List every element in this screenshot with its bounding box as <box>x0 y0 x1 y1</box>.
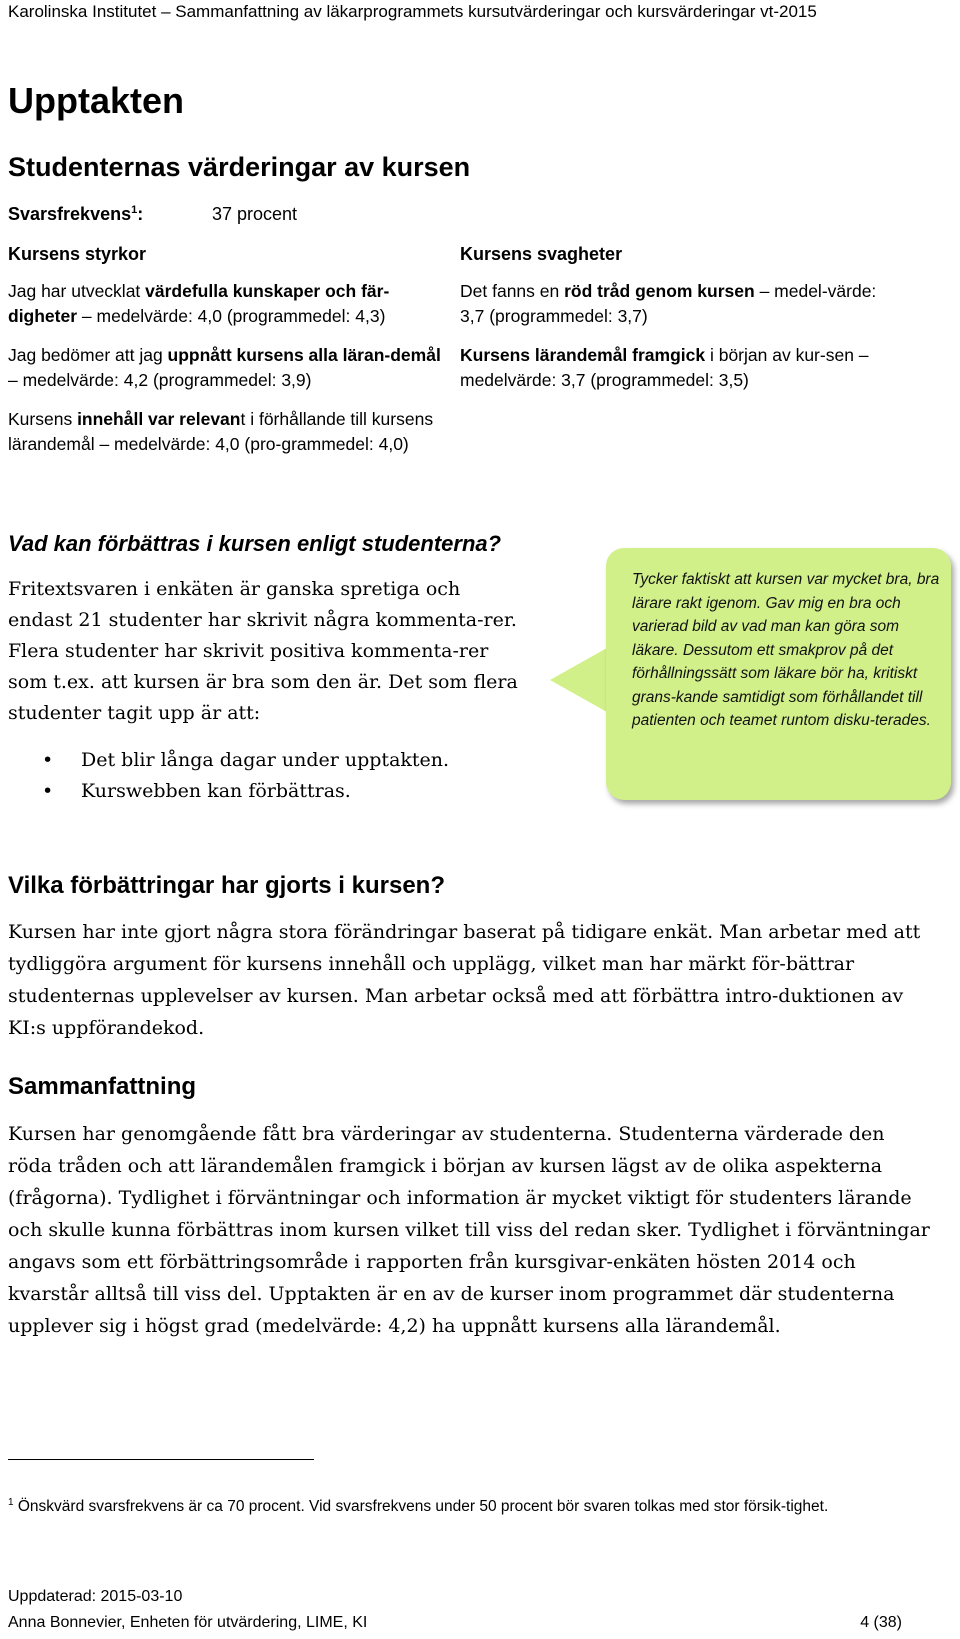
list-item-text: Kurswebben kan förbättras. <box>81 780 351 802</box>
list-item <box>8 776 520 807</box>
summary-heading: Sammanfattning <box>8 1073 197 1100</box>
strength-item <box>8 343 448 393</box>
response-rate-label-text: Svarsfrekvens <box>8 204 132 224</box>
summary-paragraph: Kursen har genomgående fått bra värderingar av studenterna. Studenterna värderade den röda tråden och att lärandemålen framgick i början av kursen lägst av de olika aspekterna (frågorna). Tydlighet i förväntningar och information är mycket viktigt för studenters lärande och skulle kunna förbättras inom kursen vilket till viss del redan sker. Tydlighet i förväntningar angavs som ett förbättringsområde i rapporten från kursgivar-enkäten hösten 2014 och kvarstår alltså till viss del. Upptakten är en av de kurser inom programmet där studenterna upplever sig i högst grad (medelvärde: 4,2) ha uppnått kursens alla lärandemål. <box>8 1123 930 1337</box>
response-rate-value: 37 procent <box>212 204 298 224</box>
response-rate-label <box>8 204 143 225</box>
weakness-item <box>460 343 900 393</box>
weaknesses-heading: Kursens svagheter <box>460 244 623 264</box>
improve-paragraph: Fritextsvaren i enkäten är ganska spretiga och endast 21 studenter har skrivit några kommenta-rer. Flera studenter har skrivit positiva kommenta-rer som t.ex. att kursen är bra som den är. Det som flera studenter tagit upp är att: <box>8 578 518 724</box>
changes-paragraph: Kursen har inte gjort några stora förändringar baserat på tidigare enkät. Man arbetar med att tydliggöra argument för kursens innehåll och upplägg, vilket man har märkt för-bättrar studenternas upplevelser av kursen. Man arbetar också med att förbättra intro-duktionen av KI:s uppförandekod. <box>8 921 921 1039</box>
strength-text: – medelvärde: 4,0 (programmedel: 4,3) <box>77 306 386 326</box>
weakness-text: i början av kur-sen – medelvärde: 3,7 (programmedel: 3,5) <box>460 345 869 390</box>
strength-text: – medelvärde: 4,2 (programmedel: 3,9) <box>8 370 312 390</box>
weakness-bold: Kursens lärandemål framgick <box>460 345 706 365</box>
strength-text: Kursens <box>8 409 78 429</box>
strengths-column <box>8 242 448 471</box>
weakness-bold: röd tråd genom kursen <box>564 281 755 301</box>
weaknesses-column <box>460 242 900 407</box>
response-rate-colon: : <box>137 204 144 224</box>
footnote-mark: 1 <box>8 1497 14 1508</box>
weakness-text: – medel-värde: 3,7 (programmedel: 3,7) <box>460 281 877 326</box>
evaluation-heading: Studenternas värderingar av kursen <box>8 152 471 182</box>
bullet-icon: • <box>42 780 54 802</box>
strength-text: t i förhållande till kursens lärandemål – medelvärde: 4,0 (pro-grammedel: 4,0) <box>8 409 434 454</box>
weakness-item <box>460 279 900 329</box>
footnote <box>8 1490 908 1519</box>
strength-item <box>8 279 448 329</box>
footnote-text: Önskvärd svarsfrekvens är ca 70 procent. Vid svarsfrekvens under 50 procent bör svaren tolkas med stor försik-tighet. <box>17 1498 829 1516</box>
improve-list <box>8 745 520 807</box>
footnote-divider <box>8 1459 314 1460</box>
changes-heading: Vilka förbättringar har gjorts i kursen? <box>8 872 445 899</box>
bullet-icon: • <box>42 749 54 771</box>
improve-heading: Vad kan förbättras i kursen enligt studenterna? <box>8 531 502 556</box>
strengths-heading: Kursens styrkor <box>8 244 147 264</box>
footnote-reference[interactable]: 1 <box>131 204 138 216</box>
strength-bold: innehåll var relevan <box>77 409 241 429</box>
strength-item <box>8 407 448 457</box>
strength-bold: värdefulla kunskaper och fär-digheter <box>8 281 390 326</box>
running-header: Karolinska Institutet – Sammanfattning av läkarprogrammets kursutvärderingar och kursvärderingar vt-2015 <box>8 2 817 21</box>
updated-date: Uppdaterad: 2015-03-10 <box>8 1588 183 1605</box>
list-item <box>8 745 520 776</box>
footer-author: Anna Bonnevier, Enheten för utvärdering, LIME, KI <box>8 1614 368 1631</box>
strength-text: Jag har utvecklat <box>8 281 146 301</box>
strength-bold: uppnått kursens alla läran-demål <box>167 345 441 365</box>
quote-text: Tycker faktiskt att kursen var mycket bra, bra lärare rakt igenom. Gav mig en bra och varierad bild av vad man kan göra som läkare. Dessutom ett smakprov på det förhållningssätt som läkare bör ha, kritiskt grans-kande samtidigt som förhållandet till patienten och teamet runtom disku-terades. <box>632 571 940 729</box>
weakness-text: Det fanns en <box>460 281 565 301</box>
list-item-text: Det blir långa dagar under upptakten. <box>81 749 450 771</box>
course-title: Upptakten <box>8 80 185 121</box>
improve-body <box>8 574 520 807</box>
page-number: 4 (38) <box>860 1614 902 1631</box>
strength-text: Jag bedömer att jag <box>8 345 168 365</box>
